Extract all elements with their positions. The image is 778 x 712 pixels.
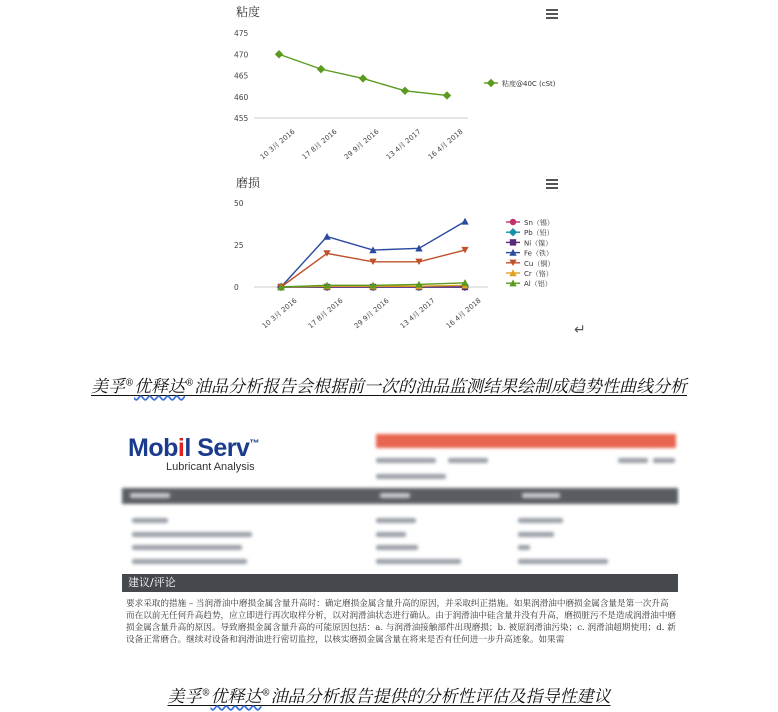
caption-text: 油品分析报告提供的分析性评估及指导性建议: [270, 687, 611, 707]
report-comment-text: 要求采取的措施 – 当润滑油中磨损金属含量升高时：确定磨损金属含量升高的原因，并采取纠正措施。如果润滑油中磨损金属含量是第一次升高而在以前无任何升高趋势，应立即进行再次取样分析，以对润滑油状态进行确认。由于润滑油中硅含量并没有升高，磨损脏污不是造成润滑油中磨损金属含量升高的原因。导致磨损金属含量升高的可能原因包括：a. 与润滑油接触部件出现磨损；b. 被原润滑油污染；c. 润滑油超期使用；d. 新设备正常磨合。继续对设备和润滑油进行密切监控，以核实磨损金属含量在将来是否有任何进一步升高迹象。如果需: [126, 599, 677, 645]
report-status-bar: [376, 434, 676, 448]
x-tick-label: 10 3月 2016: [260, 296, 299, 331]
y-tick-label: 470: [234, 50, 249, 60]
data-point: [359, 74, 367, 82]
y-tick-label: 25: [234, 241, 244, 250]
legend-label: Al（铝）: [524, 280, 552, 289]
x-tick-label: 13 4月 2017: [398, 296, 437, 331]
legend-label: Pb（铅）: [524, 229, 554, 238]
y-tick-label: 0: [234, 283, 239, 292]
caption-text: 油品分析报告会根据前一次的油品监测结果绘制成趋势性曲线分析: [194, 377, 687, 397]
caption-report-advice: [0, 682, 778, 707]
legend-marker: [510, 239, 516, 245]
x-tick-label: 17 8月 2016: [306, 296, 345, 331]
x-tick-label: 29 9月 2016: [342, 127, 381, 162]
legend-label: Cu（铜）: [524, 259, 555, 268]
data-point: [443, 91, 451, 99]
x-tick-label: 16 4月 2018: [426, 127, 465, 162]
caption-brand: 美孚: [91, 377, 125, 397]
y-tick-label: 50: [234, 199, 244, 208]
data-point: [401, 87, 409, 95]
legend-label: Cr（铬）: [524, 270, 553, 278]
registered-mark-icon: ®: [185, 378, 194, 389]
caption-product: 优释达: [134, 377, 185, 397]
viscosity-chart-title: 粘度: [236, 5, 261, 19]
data-point: [317, 65, 325, 73]
x-tick-label: 17 8月 2016: [300, 127, 339, 162]
y-tick-label: 465: [234, 71, 249, 81]
registered-mark-icon: ®: [261, 688, 271, 699]
y-tick-label: 460: [234, 92, 249, 102]
caption-trend-analysis: [0, 372, 778, 397]
caption-product: 优释达: [210, 687, 262, 707]
analysis-report-image: [118, 428, 680, 652]
legend-label: Sn（锡）: [524, 219, 554, 227]
y-tick-label: 475: [234, 29, 249, 38]
logo-subtitle: Lubricant Analysis: [166, 461, 255, 473]
report-section-title: 建议/评论: [122, 574, 678, 592]
series-line: [281, 250, 465, 287]
wear-chart-title: 磨损: [236, 176, 261, 190]
legend-marker: [487, 79, 495, 87]
data-point: [323, 233, 330, 240]
mobil-serv-logo: Mobil Serv™ Lubricant Analysis: [128, 434, 259, 473]
y-tick-label: 455: [234, 114, 249, 123]
legend-label: Ni（镍）: [524, 239, 553, 248]
series-line: [281, 221, 465, 287]
data-point: [275, 50, 283, 58]
registered-mark-icon: ®: [201, 688, 211, 699]
return-mark: ↵: [574, 322, 586, 338]
legend-label: Fe（铁）: [524, 249, 553, 258]
wear-chart: [228, 170, 588, 340]
report-table-header: [122, 488, 678, 504]
wear-chart-plot: [228, 170, 588, 340]
viscosity-chart-plot: [228, 0, 588, 170]
x-tick-label: 16 4月 2018: [444, 296, 483, 331]
x-tick-label: 10 3月 2016: [258, 127, 297, 162]
legend-marker: [509, 228, 517, 236]
legend-label: 粘度@40C (cSt): [502, 80, 556, 88]
x-tick-label: 29 9月 2016: [352, 296, 391, 331]
data-point: [461, 218, 468, 225]
caption-brand: 美孚: [167, 687, 202, 707]
registered-mark-icon: ®: [125, 378, 134, 389]
viscosity-chart: [228, 0, 588, 170]
x-tick-label: 13 4月 2017: [384, 127, 423, 162]
legend-marker: [510, 219, 516, 225]
